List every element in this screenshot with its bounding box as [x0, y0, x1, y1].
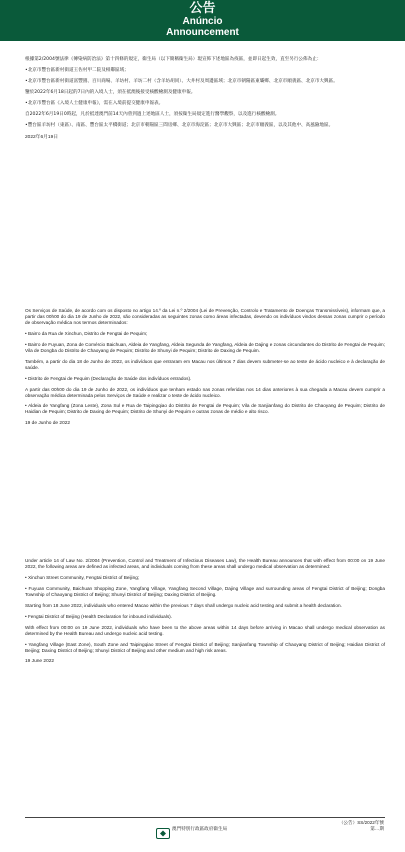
pt-paragraph-7: • Aldeia de Yangfang (Zona Leste), Zona Sul e Rua de Taipingqiao do Distrito de Fengtai de Pequim; Vila de Sanjianfang do Distrito de Chaoyang de Pequim; Distrito de Haidian de Pequim; Distrito de Daxing de Pequim; Distrito de Shunyi de Pequim e outras zonas de médio e alto risco. — [25, 403, 385, 415]
health-bureau-logo-icon — [156, 824, 170, 835]
en-paragraph-7: • Yangfang Village (East Zone), South Zone and Taipingqiao Street of Fengtai District of Beijing; Sanjianfang Township of Chaoyang District of Beijing; Haidian District of Beijing; Daxing District of Beijing; Shunyi District of Beijing and other medium and high risk areas. — [25, 641, 385, 653]
pt-paragraph-2: • Bairro da Rua de Xinchun, Distrito de Fengtai de Pequim; — [25, 330, 148, 336]
footer-divider — [25, 817, 385, 818]
chinese-section — [25, 56, 385, 141]
title-chinese: 公告 — [189, 1, 216, 16]
title-portuguese: Anúncio — [182, 16, 223, 27]
zh-paragraph-4: 鑒於2022年6月18日起的7日內的入境人士，須在抵澳後接受核酸檢測及健康申報。 — [25, 90, 196, 95]
pt-paragraph-6: A partir das 00h00 do dia 19 de Junho de 2022, os indivíduos que tenham estado nas zonas referidas nos 14 dias anteriores à sua chegada a Macau devem cumprir a observação médica determinada pelos Serviços de Saúde e realizar o teste de ácido nucleico. — [25, 386, 385, 398]
footer-reference: （公告）SS/2022年號 第…期 — [338, 820, 384, 831]
en-paragraph-1: Under article 14 of Law No. 2/2004 (Prevention, Control and Treatment of Infectious Diseases Law), the Health Bureau announces that with effect from 00:00 on 19 June 2022, the following areas are defined as infected areas, and individuals coming from these areas shall undergo medical observation as determined: — [25, 558, 385, 569]
english-section — [25, 558, 385, 665]
pt-paragraph-1: Os Serviços de Saúde, de acordo com os disposto no artigo 14.º da Lei n.º 2/2004 (Lei de Prevenção, Controlo e Tratamento de Doenças Transmissíveis), informam que, a partir das 00h00 do dia 19 de Junho de 2022, são consideradas as seguintes zonas como áreas infectadas, devendo os indivíduos vindos dessas zonas cumprir o período de observação médica nos termos determinados: — [25, 308, 385, 325]
zh-paragraph-1: 根據第2/2004號法律《傳染病防治法》第十四條的規定，衞生局（以下簡稱衞生局）現宣佈下述地區為疫區，並即日起生效，直至另行公佈為止： — [25, 57, 322, 62]
en-paragraph-5: • Fengtai District of Beijing (Health Declaration for inbound individuals). — [25, 613, 173, 619]
pt-date: 19 de Junho de 2022 — [25, 421, 71, 427]
zh-paragraph-7: •豐台區羊坊村（東區）、南區、豐台區太平橋街道；北京市朝陽區三間房鄉、北京市海淀區；北京市大興區；北京市順義區，以及其他中、高風險地區。 — [25, 123, 334, 128]
footer-organization: 澳門特別行政區政府衞生局 — [172, 827, 228, 832]
portuguese-section — [25, 308, 385, 427]
zh-paragraph-6: 自2022年6月19日0時起，凡於抵達澳門前14天內曾到過上述地區人士，須按衞生局規定進行醫學觀察，以及進行核酸檢測。 — [25, 112, 280, 117]
zh-paragraph-3: •北京市豐台區新村街道富豐園、百川商場、羊坊村、羊坊二村（含羊坊胡同）、大井村及周邊區域；北京市朝陽區東壩鄉、北京市順義區、北京市大興區。 — [25, 79, 338, 84]
pt-paragraph-4: Também, a partir do dia 18 de Junho de 2022, os indivíduos que entraram em Macau nos últimos 7 dias devem submeter-se ao teste de ácido nucleico e à declaração de saúde. — [25, 358, 385, 370]
pt-paragraph-5: • Distrito de Fengtai de Pequim (Declaração de Saúde dos indivíduos entrados). — [25, 375, 192, 381]
announcement-header — [0, 0, 405, 41]
zh-paragraph-5: •北京市豐台區《入境人士健康申報》，需在入境前提交健康申報表。 — [25, 101, 164, 106]
en-paragraph-6: With effect from 00:00 on 19 June 2022, individuals who have been to the above areas within 14 days before arriving in Macao shall undergo medical observation as determined by the Health Bureau and undergo nucleic acid testing. — [25, 624, 385, 636]
zh-paragraph-2: •北京市豐台區新村街道王佐村甲二院及相鄰區域； — [25, 68, 129, 73]
en-paragraph-3: • Fuyuan Community, Baichuan Shopping Zone, Yangfang Village, Yangfang Second Village, Dajing Village and surrounding areas of Fengtai District of Beijing; Dongba Township of Chaoyang District of Beijing; Shunyi District of Beijing; Daxing District of Beijing. — [25, 585, 385, 597]
zh-date: 2022年6月19日 — [25, 135, 59, 140]
en-date: 19 June 2022 — [25, 659, 55, 665]
en-paragraph-2: • Xinchun Street Community, Fengtai District of Beijing; — [25, 574, 140, 580]
title-english: Announcement — [166, 27, 239, 38]
en-paragraph-4: Starting from 18 June 2022, individuals who entered Macao within the previous 7 days shall undergo nucleic acid testing and submit a health declaration. — [25, 602, 342, 608]
pt-paragraph-3: • Bairro de Fuyuan, Zona de Comércio Baichuan, Aldeia de Yangfang, Aldeia Segunda de Yangfang, Aldeia de Dajing e zonas circundantes do Distrito de Fengtai de Pequim; Vila de Dongba do Distrito de Chaoyang de Pequim; Distrito de Shunyi de Pequim; Distrito de Daxing de Pequim. — [25, 341, 385, 353]
